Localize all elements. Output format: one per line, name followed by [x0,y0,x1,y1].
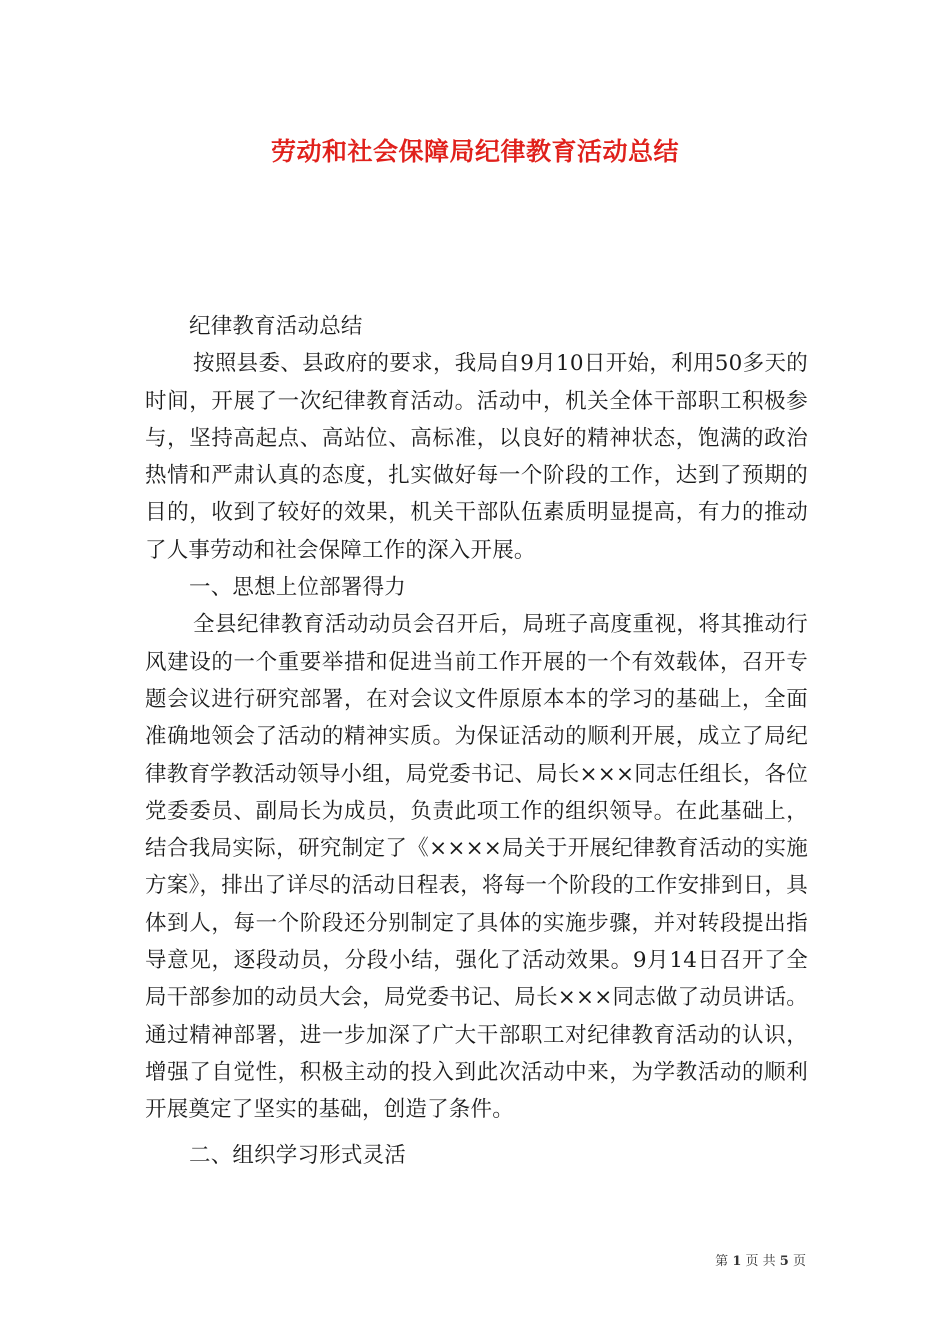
paragraph-intro: 按照县委、县政府的要求，我局自9月10日开始，利用50多天的时间，开展了一次纪律教育活动。活动中，机关全体干部职工积极参与，坚持高起点、高站位、高标准，以良好的精神状态，饱满的政治热情和严肃认真的态度，扎实做好每一个阶段的工作，达到了预期的目的，收到了较好的效果，机关干部队伍素质明显提高，有力的推动了人事劳动和社会保障工作的深入开展。 [145,351,808,563]
footer-total-pages: 5 [779,1254,789,1269]
page-number-footer [715,1250,806,1269]
heading-section-2: 二、组织学习形式灵活 [189,1142,407,1168]
document-body [145,308,808,1174]
document-title: 劳动和社会保障局纪律教育活动总结 [270,137,679,166]
section-subtitle: 纪律教育活动总结 [189,314,363,339]
footer-middle: 页 共 [745,1254,776,1269]
heading-section-1: 一、思想上位部署得力 [189,575,407,601]
footer-prefix: 第 [715,1254,729,1269]
footer-suffix: 页 [792,1254,806,1269]
footer-current-page: 1 [732,1254,742,1269]
paragraph-section-1: 全县纪律教育活动动员会召开后，局班子高度重视，将其推动行风建设的一个重要举措和促进当前工作开展的一个有效载体，召开专题会议进行研究部署，在对会议文件原原本本的学习的基础上，全面准确地领会了活动的精神实质。为保证活动的顺利开展，成立了局纪律教育学教活动领导小组，局党委书记、局长×××同志任组长，各位党委委员、副局长为成员，负责此项工作的组织领导。在此基础上，结合我局实际，研究制定了《××××局关于开展纪律教育活动的实施方案》，排出了详尽的活动日程表，将每一个阶段的工作安排到日，具体到人，每一个阶段还分别制定了具体的实施步骤，并对转段提出指导意见，逐段动员，分段小结，强化了活动效果。9月14日召开了全局干部参加的动员大会，局党委书记、局长×××同志做了动员讲话。通过精神部署，进一步加深了广大干部职工对纪律教育活动的认识，增强了自觉性，积极主动的投入到此次活动中来，为学教活动的顺利开展奠定了坚实的基础，创造了条件。 [145,612,808,1123]
